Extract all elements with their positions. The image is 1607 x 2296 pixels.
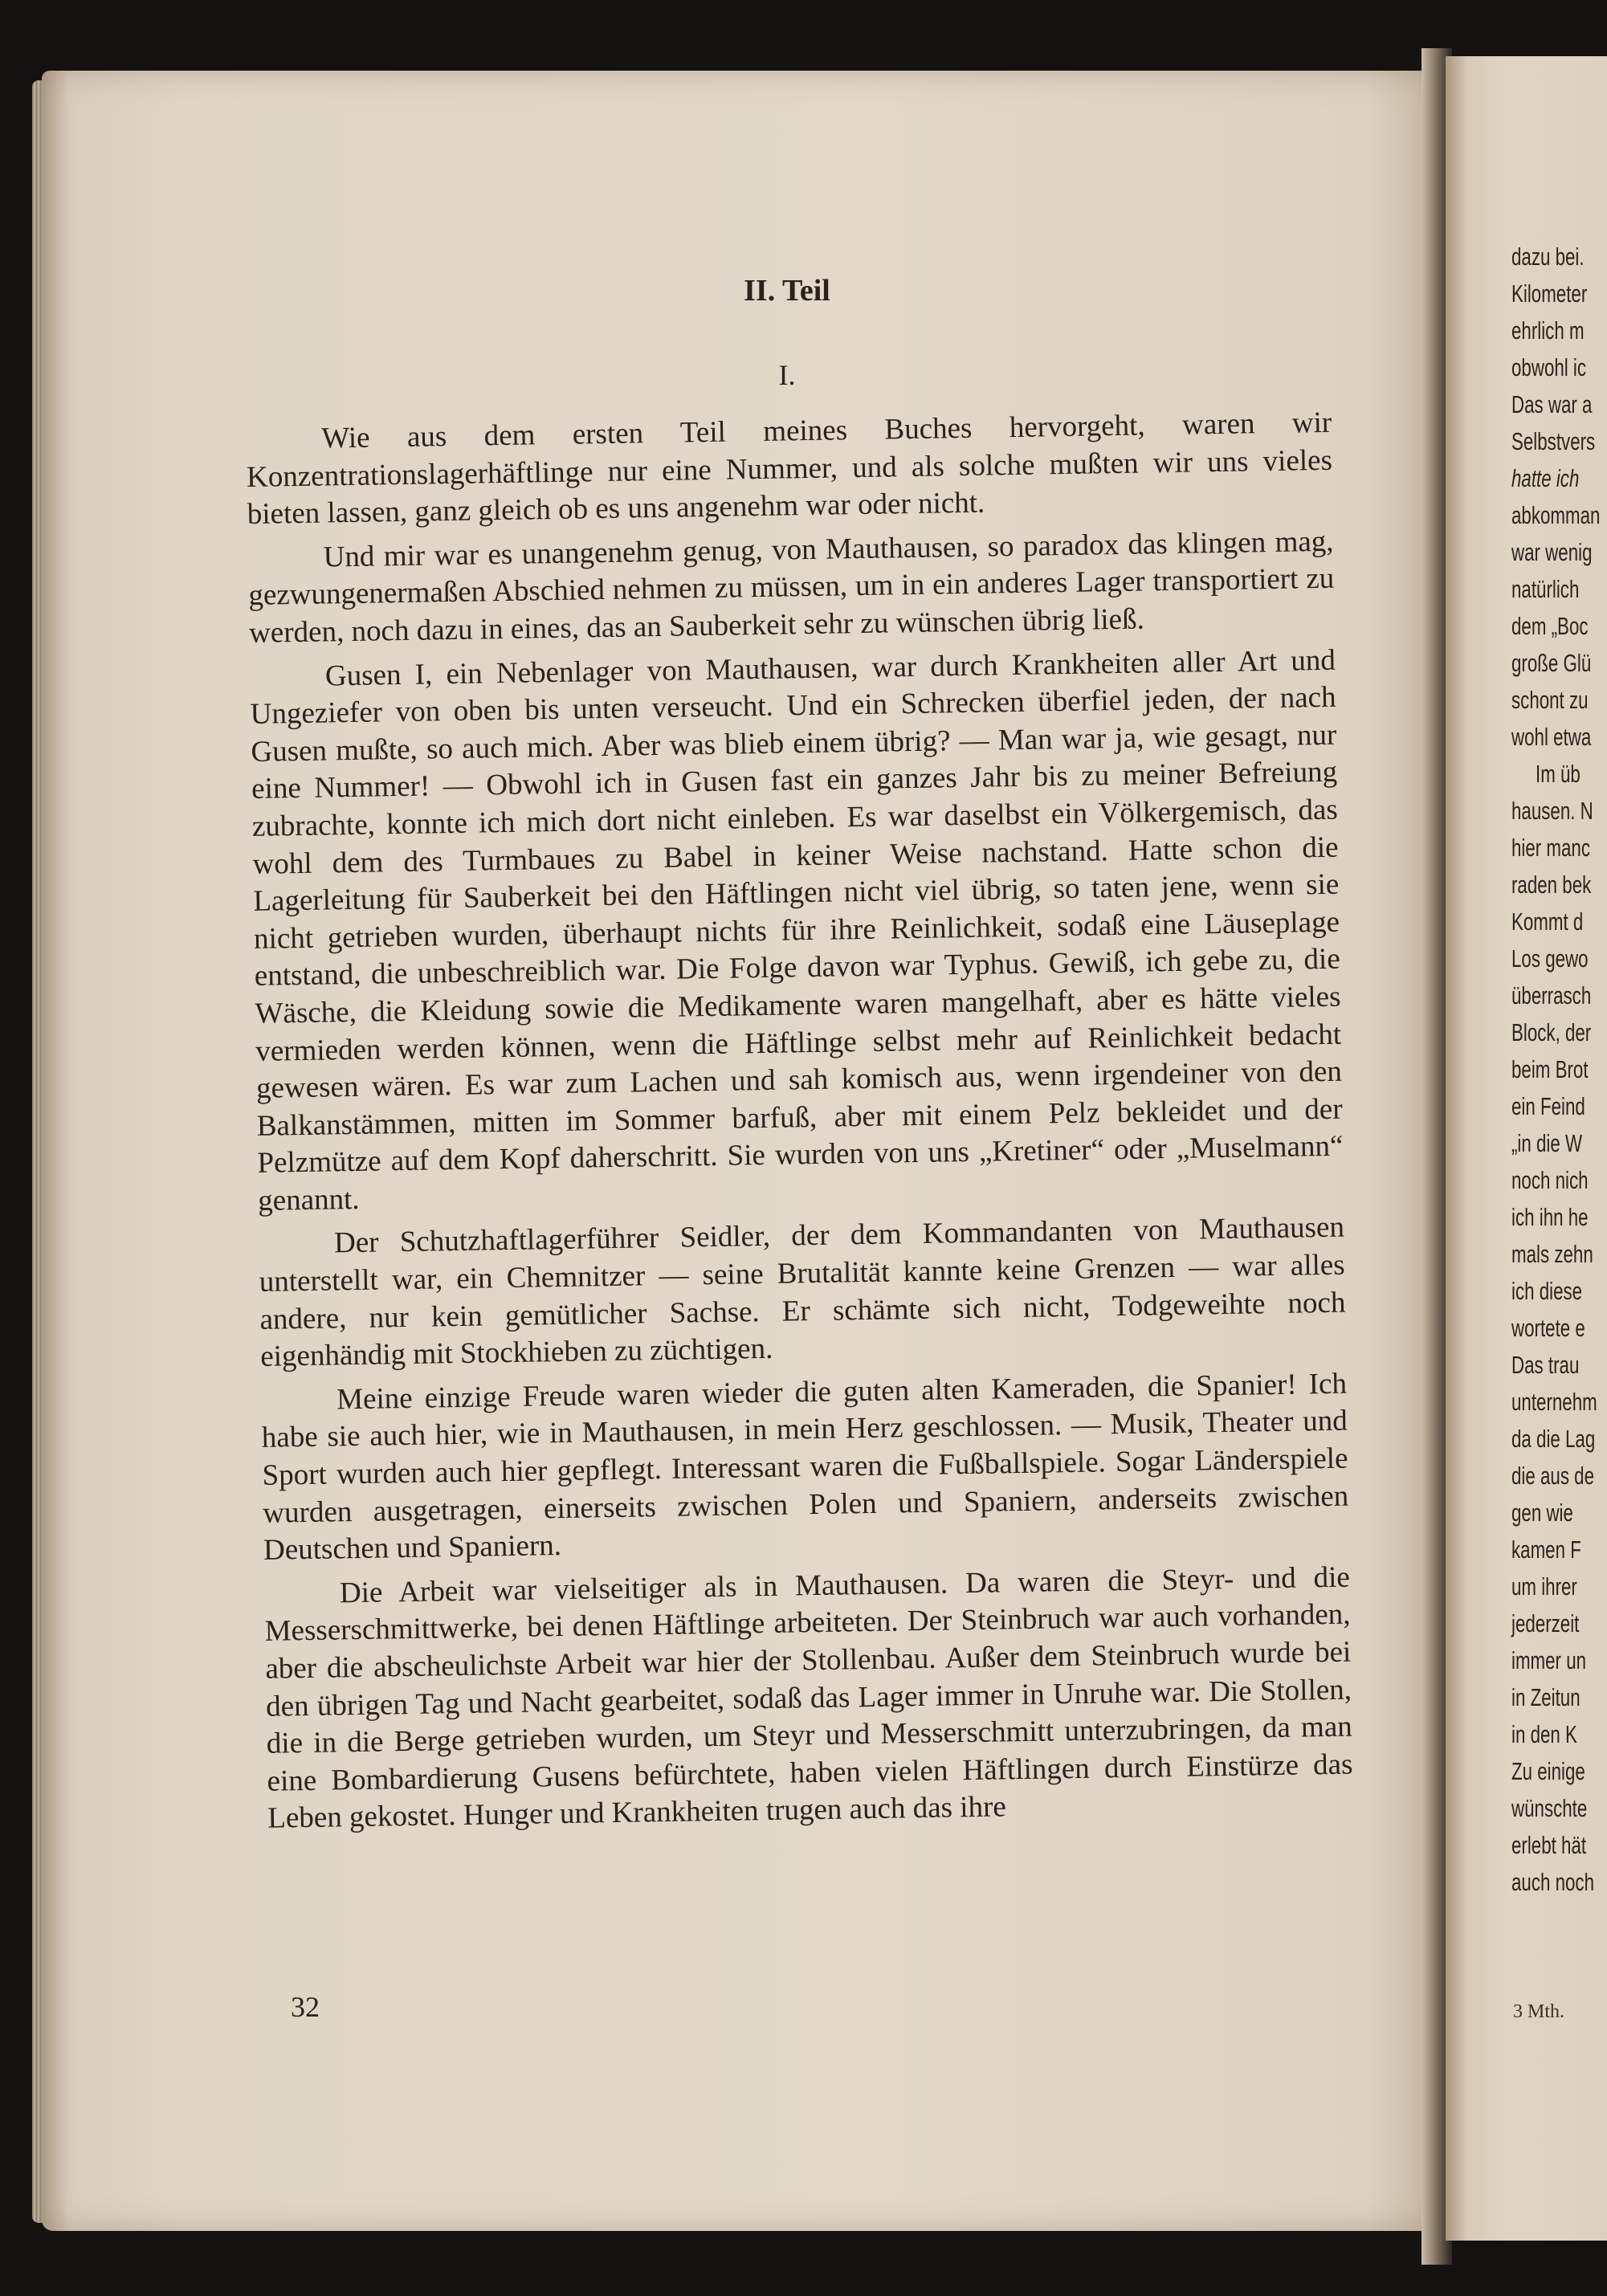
facing-line: unternehm: [1511, 1388, 1597, 1416]
facing-line: dazu bei.: [1511, 243, 1585, 271]
facing-line: Zu einige: [1511, 1757, 1585, 1785]
paragraph: Und mir war es unangenehm genug, von Mauthausen, so paradox das klingen mag, gezwungenermaßen Abschied nehmen zu müssen, um in ein anderes Lager transportiert zu werden, noch dazu in eines, das an Sauberkeit sehr zu wünschen übrig ließ.: [248, 524, 1335, 650]
paragraph: Meine einzige Freude waren wieder die guten alten Kameraden, die Spanier! Ich habe sie auch hier, wie in Mauthausen, in mein Herz geschlossen. — Musik, Theater und Sport wurden auch hier gepflegt. Interessant waren die Fußballspiele. Sogar Länderspiele wurden ausgetragen, einerseits zwischen Polen und Spaniern, anderseits zwischen Deutschen und Spaniern.: [261, 1367, 1349, 1568]
facing-line: mals zehn: [1511, 1240, 1593, 1268]
facing-line: um ihrer: [1511, 1572, 1577, 1601]
facing-line: abkomman: [1511, 501, 1601, 529]
facing-line: in Zeitun: [1511, 1683, 1580, 1711]
paragraph: Der Schutzhaftlagerführer Seidler, der dem Kommandanten von Mauthausen unterstellt war, ein Chemnitzer — seine Brutalität kannte keine Grenzen — war alles andere, nur kein gemütlicher Sachse. Er schämte sich nicht, Todgeweihte noch eigenhändig mit Stockhieben zu züchtigen.: [259, 1211, 1346, 1374]
facing-line: wortete e: [1511, 1314, 1585, 1342]
page-number: 32: [291, 1991, 320, 2023]
facing-line: gen wie: [1511, 1499, 1573, 1527]
facing-page-footer: 3 Mth.: [1513, 2001, 1565, 2022]
facing-line: „in die W: [1511, 1129, 1583, 1157]
facing-line: ich diese: [1511, 1277, 1583, 1305]
facing-line: natürlich: [1511, 575, 1580, 603]
facing-line: immer un: [1511, 1646, 1587, 1674]
part-title: II. Teil: [744, 274, 830, 308]
chapter-number: I.: [778, 359, 796, 391]
facing-line: Im üb: [1536, 760, 1580, 788]
facing-line: Das trau: [1511, 1351, 1580, 1379]
facing-line: kamen F: [1511, 1535, 1581, 1564]
facing-line: noch nich: [1511, 1166, 1589, 1194]
facing-line: wünschte: [1511, 1794, 1588, 1822]
facing-line: ehrlich m: [1511, 316, 1585, 345]
paragraph: Die Arbeit war vielseitiger als in Mauthausen. Da waren die Steyr- und die Messerschmittwerke, bei denen Häftlinge arbeiteten. Der Steinbruch war auch vorhanden, aber die abscheulichste Arbeit war hier der Stollenbau. Außer dem Steinbruch wurde bei den übrigen Tag und Nacht gearbeitet, sodaß das Lager immer in Unruhe war. Die Stollen, die in die Berge getrieben wurden, um Steyr und Messerschmitt unterzubringen, da man eine Bombardierung Gusens befürchtete, haben vielen Häftlingen durch Einstürze das Leben gekostet. Hunger und Krankheiten trugen auch das ihre: [264, 1560, 1353, 1836]
facing-line: auch noch: [1511, 1868, 1595, 1896]
facing-line: schont zu: [1511, 686, 1589, 714]
facing-line: große Glü: [1511, 649, 1592, 677]
facing-line: Block, der: [1511, 1018, 1592, 1046]
facing-line: hier manc: [1511, 834, 1590, 862]
facing-line: ich ihn he: [1511, 1203, 1589, 1231]
facing-line: raden bek: [1511, 871, 1592, 899]
facing-line: wohl etwa: [1511, 723, 1592, 751]
facing-line: Selbstvers: [1511, 427, 1596, 455]
paragraph: Wie aus dem ersten Teil meines Buches hervorgeht, waren wir Konzentrationslagerhäftlinge nur eine Nummer, und als solche mußten wir uns vieles bieten lassen, ganz gleich ob es uns angenehm war oder nicht.: [246, 406, 1333, 532]
facing-line: Kilometer: [1511, 279, 1588, 308]
facing-line: war wenig: [1511, 538, 1593, 566]
facing-line: die aus de: [1511, 1462, 1595, 1490]
facing-line: jederzeit: [1511, 1609, 1580, 1637]
facing-line: in den K: [1511, 1720, 1577, 1748]
facing-line: dem „Boc: [1511, 612, 1589, 640]
facing-line: Los gewo: [1511, 944, 1589, 973]
paragraph: Gusen I, ein Nebenlager von Mauthausen, war durch Krankheiten aller Art und Ungeziefer von oben bis unten verseucht. Und ein Schrecken überfiel jeden, der nach Gusen mußte, so auch mich. Aber was blieb einem übrig? — Man war ja, wie gesagt, nur eine Nummer! — Obwohl ich in Gusen fast ein ganzes Jahr bis zu meiner Befreiung zubrachte, konnte ich mich dort nicht einleben. Es war daselbst ein Völkergemisch, das wohl dem des Turmbaues zu Babel in keiner Weise nachstand. Hatte schon die Lagerleitung für Sauberkeit bei den Häftlingen nicht viel übrig, so taten jene, wenn sie nicht getrieben wurden, überhaupt nichts für ihre Reinlichkeit, sodaß eine Läuseplage entstand, die unbeschreiblich war. Die Folge davon war Typhus. Gewiß, ich gebe zu, die Wäsche, die Kleidung sowie die Medikamente waren mangelhaft, aber es hätte vieles vermieden werden können, wenn die Häftlinge selbst mehr auf Reinlichkeit bedacht gewesen wären. Es war zum Lachen und sah komisch aus, wenn irgendeiner von den Balkanstämmen, mitten im Sommer barfuß, aber mit einem Pelz bekleidet und der Pelzmütze auf dem Kopf daherschritt. Sie wurden von uns „Kretiner“ oder „Muselmann“ genannt.: [250, 643, 1344, 1217]
body-text: [246, 405, 1354, 1845]
facing-line: Das war a: [1511, 390, 1593, 418]
facing-line: hausen. N: [1511, 797, 1593, 825]
facing-line: beim Brot: [1511, 1055, 1589, 1083]
facing-line: da die Lag: [1511, 1425, 1596, 1453]
facing-line: erlebt hät: [1511, 1831, 1587, 1859]
facing-line: hatte ich: [1511, 464, 1580, 492]
facing-line: Kommt d: [1511, 907, 1584, 936]
facing-line: obwohl ic: [1511, 353, 1587, 381]
facing-line: überrasch: [1511, 981, 1592, 1009]
facing-line: ein Feind: [1511, 1092, 1585, 1120]
